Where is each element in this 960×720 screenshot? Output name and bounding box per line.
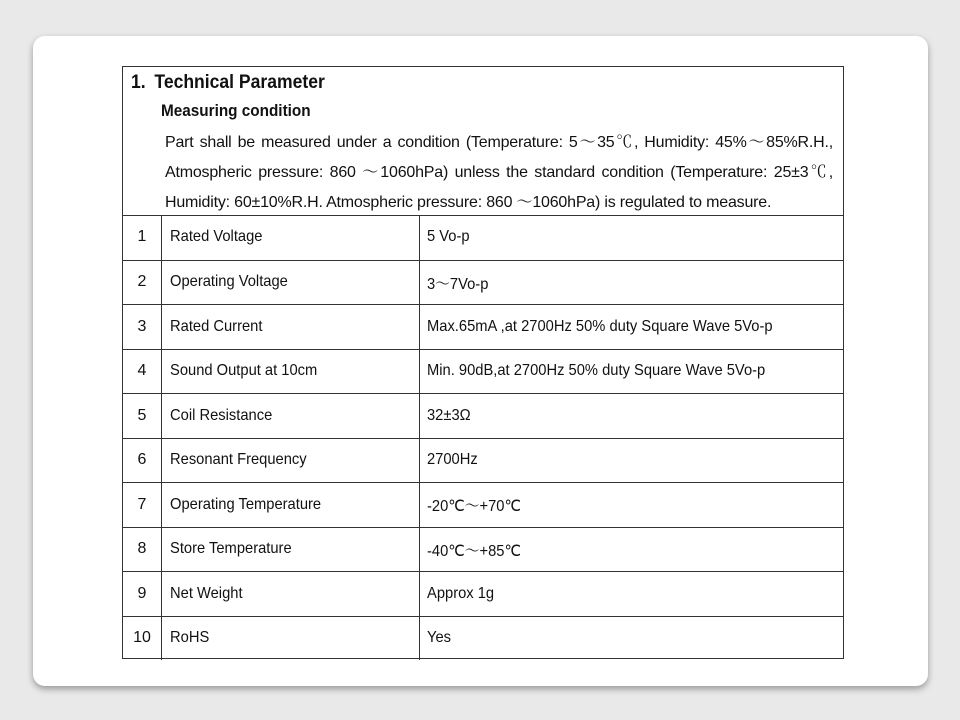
parameter-value: Approx 1g: [427, 584, 495, 602]
parameter-name: Operating Voltage: [162, 261, 420, 305]
table-row: [123, 260, 843, 305]
table-row: [123, 349, 843, 394]
parameter-name: Store Temperature: [162, 528, 420, 572]
row-number: 8: [123, 528, 162, 572]
parameter-value: 5 Vo-p: [427, 228, 470, 246]
row-number: 5: [123, 394, 162, 438]
row-number: 1: [123, 215, 162, 260]
table-row: [123, 571, 843, 616]
row-number: 10: [123, 617, 162, 661]
parameter-name: Sound Output at 10cm: [162, 350, 420, 394]
table-row: [123, 215, 843, 260]
row-number: 3: [123, 305, 162, 349]
parameter-value: -20℃～+70℃: [427, 498, 522, 516]
row-number: 6: [123, 439, 162, 483]
table-row: [123, 527, 843, 572]
parameter-value: Min. 90dB,at 2700Hz 50% duty Square Wave 5Vo-p: [427, 362, 766, 380]
parameter-value: Yes: [427, 629, 452, 647]
row-number: 4: [123, 350, 162, 394]
section-title-text: Technical Parameter: [154, 71, 325, 93]
parameter-value: Max.65mA ,at 2700Hz 50% duty Square Wave 5Vo-p: [427, 317, 773, 335]
measuring-condition-paragraph: Part shall be measured under a condition (Temperature: 5～35℃, Humidity: 45%～85%R.H., Atmospheric pressure: 860 ～1060hPa) unless the standard condition (Temperature: 25±3℃, Humidity: 60±10%R.H. Atmospheric pressure: 860 ～1060hPa) is regulated to measure.: [165, 134, 833, 211]
table-row: [123, 482, 843, 527]
row-number: 7: [123, 483, 162, 527]
parameter-name: Resonant Frequency: [162, 439, 420, 483]
section-number: 1.: [131, 71, 146, 93]
section-title: [131, 71, 325, 94]
parameter-table: [123, 215, 843, 658]
parameter-value: -40℃～+85℃: [427, 542, 522, 560]
row-number: 9: [123, 572, 162, 616]
parameter-name: Rated Current: [162, 305, 420, 349]
parameter-value: 2700Hz: [427, 451, 478, 469]
table-row: [123, 616, 843, 661]
table-row: [123, 438, 843, 483]
parameter-value: 32±3Ω: [427, 406, 471, 424]
parameter-name: RoHS: [162, 617, 420, 661]
parameter-value: 3～7Vo-p: [427, 275, 489, 293]
parameter-name: Rated Voltage: [162, 215, 420, 260]
row-number: 2: [123, 261, 162, 305]
section-header: [123, 67, 843, 216]
table-row: [123, 304, 843, 349]
section-subtitle: Measuring condition: [161, 101, 311, 120]
spec-document: [122, 66, 844, 659]
slide-card: [33, 36, 928, 686]
parameter-name: Coil Resistance: [162, 394, 420, 438]
table-row: [123, 393, 843, 438]
parameter-name: Net Weight: [162, 572, 420, 616]
parameter-name: Operating Temperature: [162, 483, 420, 527]
